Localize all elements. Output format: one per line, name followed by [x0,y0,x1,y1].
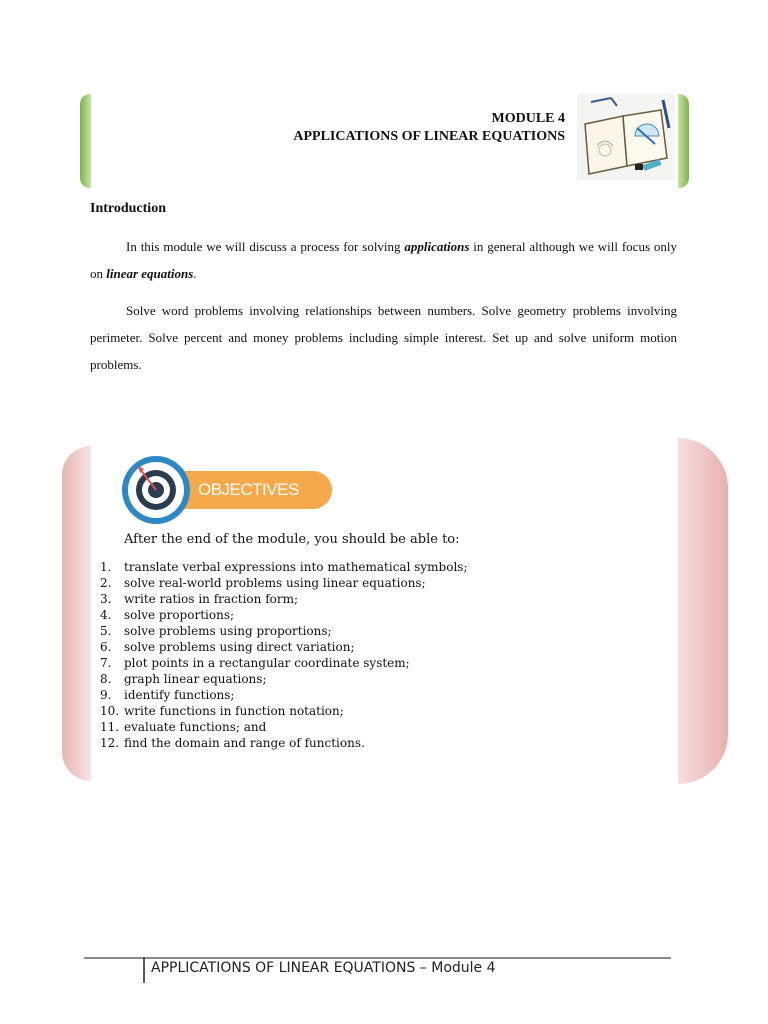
list-item-number: 4. [100,608,112,622]
objectives-badge-label: OBJECTIVES [198,480,299,499]
intro-paragraph-2 [90,297,677,378]
list-item-text: solve problems using proportions; [124,624,332,638]
list-item [100,655,468,671]
objectives-card-left-accent [62,446,91,781]
intro-p2-text: Solve word problems involving relationships between numbers. Solve geometry problems involving perimeter. Solve percent and money problems including simple interest. Set up and solve uniform motion problems. [90,303,677,372]
intro-paragraph-1 [90,233,677,287]
footer-divider [143,957,145,983]
list-item-number: 5. [100,624,112,638]
list-item-number: 10. [100,704,120,718]
list-item-number: 8. [100,672,112,686]
intro-p1-text: In this module we will discuss a process for solving [126,239,405,254]
list-item-number: 12. [100,736,120,750]
list-item [100,687,468,703]
list-item-number: 9. [100,688,112,702]
intro-p1-period: . [193,266,197,281]
list-item [100,623,468,639]
list-item [100,735,468,751]
module-number: MODULE 4 [491,111,565,126]
list-item-number: 11. [100,720,120,734]
intro-p1-emphasis-linear-equations: linear equations [106,266,194,281]
footer-text: APPLICATIONS OF LINEAR EQUATIONS – Module 4 [151,960,496,976]
list-item-text: identify functions; [124,688,235,702]
list-item [100,719,468,735]
list-item-text: solve real-world problems using linear equations; [124,576,426,590]
list-item-number: 6. [100,640,112,654]
list-item-text: translate verbal expressions into mathematical symbols; [124,560,468,574]
footer-rule [84,957,671,959]
list-item-text: write ratios in fraction form; [124,592,299,606]
section-heading-introduction: Introduction [90,201,166,216]
list-item-text: find the domain and range of functions. [124,736,365,750]
objectives-card-right-accent [678,438,728,784]
list-item [100,639,468,655]
header-right-accent [678,94,689,188]
intro-p1-emphasis-applications: applications [404,239,470,254]
module-title: APPLICATIONS OF LINEAR EQUATIONS [293,129,565,144]
list-item-number: 2. [100,576,112,590]
list-item-text: graph linear equations; [124,672,267,686]
list-item-text: evaluate functions; and [124,720,267,734]
list-item [100,703,468,719]
list-item-number: 3. [100,592,112,606]
list-item [100,671,468,687]
list-item [100,559,468,575]
list-item-number: 1. [100,560,112,574]
list-item-number: 7. [100,656,112,670]
list-item-text: plot points in a rectangular coordinate system; [124,656,410,670]
list-item-text: solve problems using direct variation; [124,640,355,654]
objectives-list [100,559,468,751]
list-item [100,591,468,607]
objectives-lead-text: After the end of the module, you should be able to: [124,532,460,547]
open-book-geometry-tools-icon [577,94,675,180]
list-item [100,607,468,623]
intro-p1-text-middle: in general although we will focus only on [90,239,677,281]
list-item-text: solve proportions; [124,608,235,622]
list-item-text: write functions in function notation; [124,704,344,718]
list-item [100,575,468,591]
header-left-accent [80,94,91,188]
